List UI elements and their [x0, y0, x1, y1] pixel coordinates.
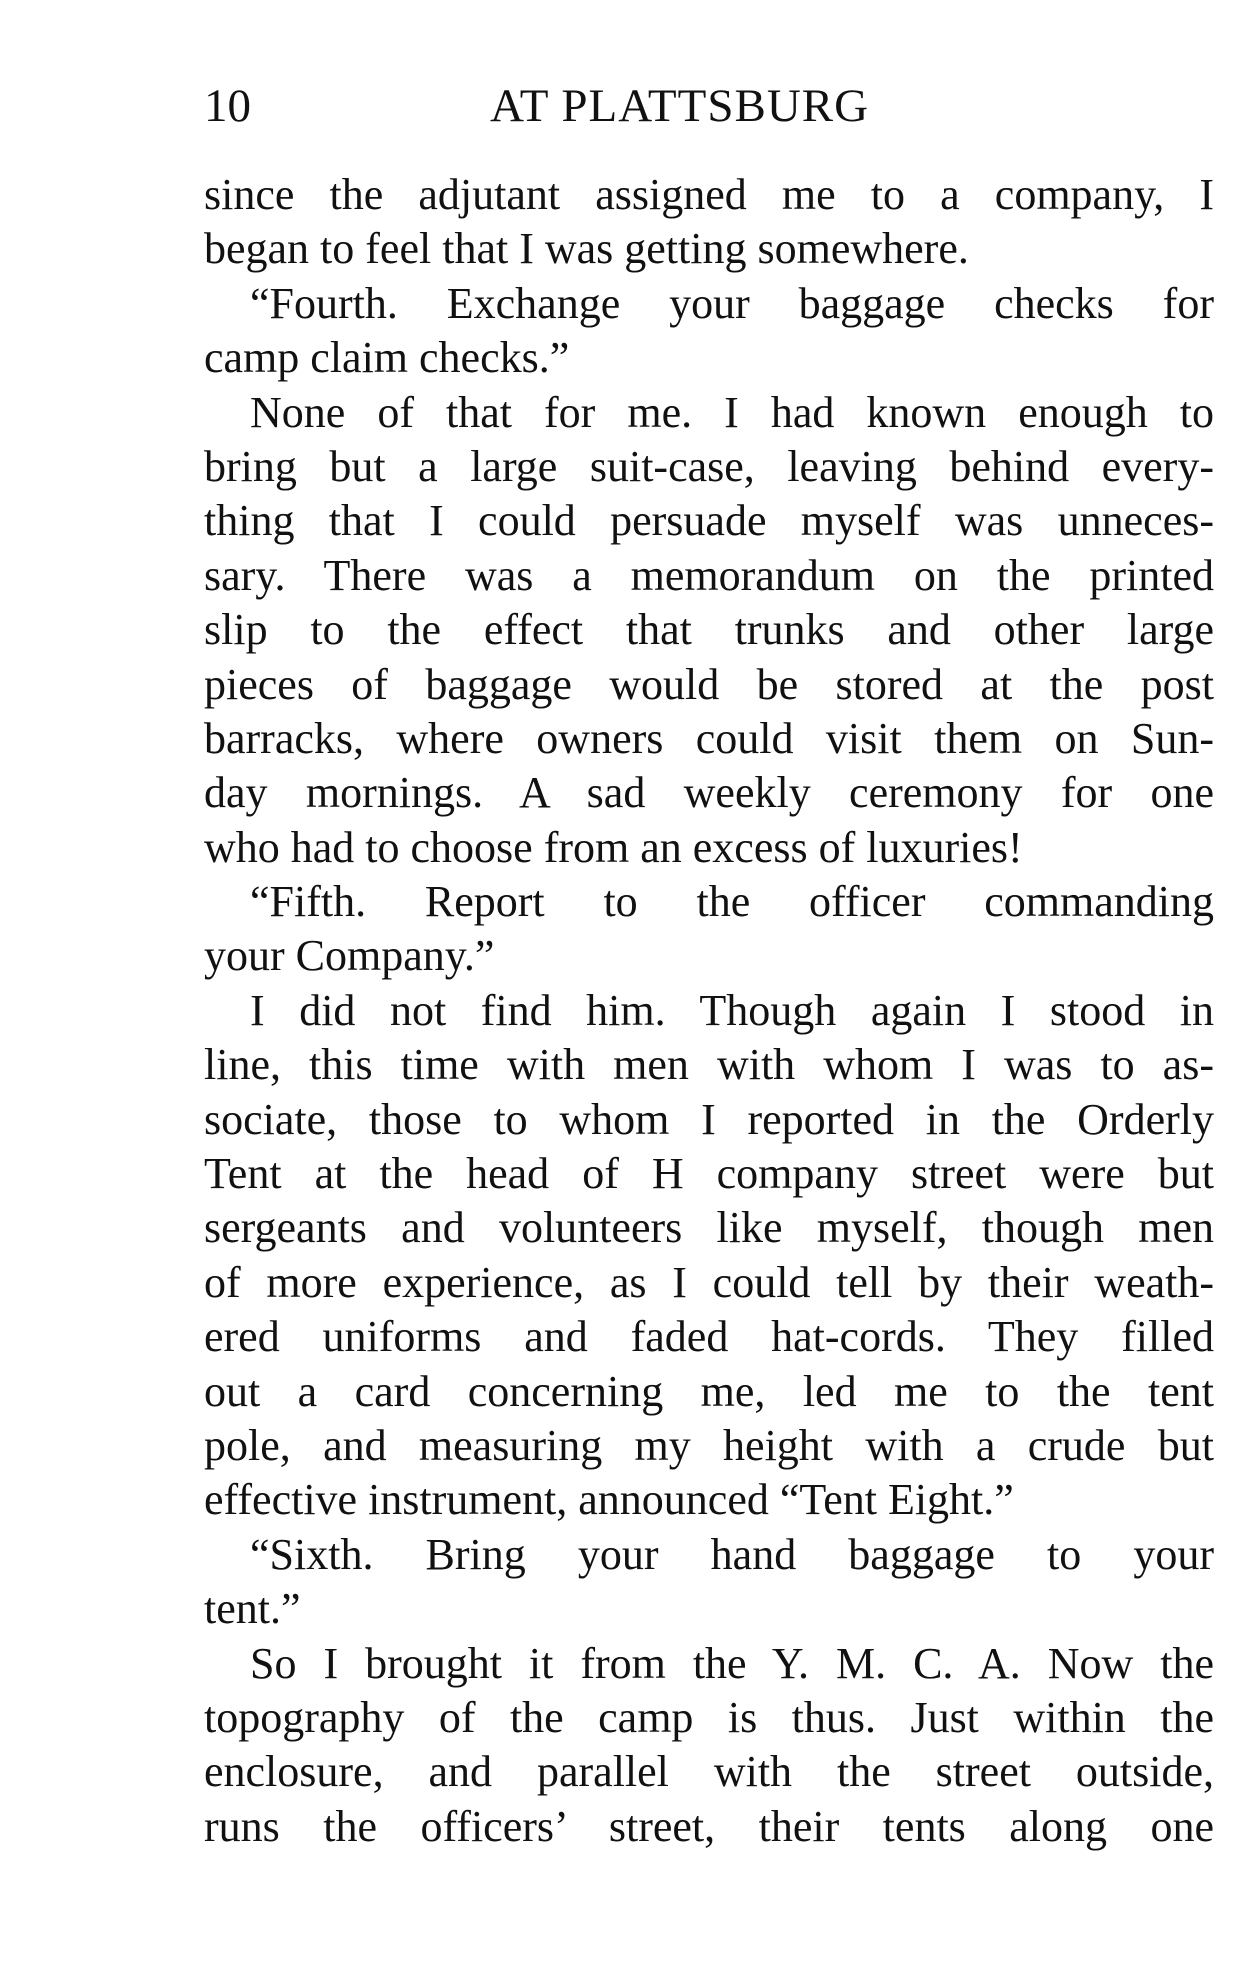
page-number: 10	[204, 80, 251, 132]
text-line: who had to choose from an excess of luxuries!	[204, 822, 1023, 872]
text-line: bring but a large suit-case, leaving behind every-	[204, 441, 1214, 491]
text-line: So I brought it from the Y. M. C. A. Now the	[250, 1638, 1214, 1688]
text-line: camp claim checks.”	[204, 333, 570, 383]
text-line: sergeants and volunteers like myself, though men	[204, 1203, 1214, 1253]
text-line: topography of the camp is thus. Just within the	[204, 1692, 1214, 1742]
text-line: I did not find him. Though again I stood in	[250, 985, 1214, 1035]
paragraph	[204, 875, 1214, 984]
text-line: pieces of baggage would be stored at the post	[204, 659, 1214, 709]
text-line: slip to the effect that trunks and other large	[204, 605, 1214, 655]
text-line: day mornings. A sad weekly ceremony for one	[204, 768, 1214, 818]
paragraph	[204, 168, 1214, 277]
paragraph	[204, 1528, 1214, 1637]
body-text	[204, 168, 1214, 1854]
paragraph	[204, 277, 1214, 386]
text-line: thing that I could persuade myself was unneces-	[204, 496, 1214, 546]
paragraph	[204, 984, 1214, 1528]
text-line: runs the officers’ street, their tents along one	[204, 1801, 1214, 1851]
text-line: “Fifth. Report to the officer commanding	[250, 877, 1214, 927]
text-line: since the adjutant assigned me to a company, I	[204, 170, 1214, 219]
text-line: barracks, where owners could visit them on Sun-	[204, 713, 1214, 763]
text-line: effective instrument, announced “Tent Eight.”	[204, 1475, 1014, 1525]
text-line: began to feel that I was getting somewhere.	[204, 224, 969, 274]
text-line: line, this time with men with whom I was to as-	[204, 1040, 1214, 1090]
text-line: pole, and measuring my height with a crude but	[204, 1420, 1214, 1470]
paragraph	[204, 1637, 1214, 1855]
text-line: of more experience, as I could tell by their weath-	[204, 1257, 1214, 1307]
text-line: enclosure, and parallel with the street outside,	[204, 1747, 1214, 1797]
text-line: “Sixth. Bring your hand baggage to your	[250, 1529, 1214, 1579]
text-line: out a card concerning me, led me to the tent	[204, 1366, 1214, 1416]
text-line: your Company.”	[204, 931, 495, 981]
text-line: ered uniforms and faded hat-cords. They filled	[204, 1312, 1214, 1362]
running-title: AT PLATTSBURG	[490, 80, 870, 132]
text-line: None of that for me. I had known enough to	[250, 387, 1214, 437]
text-line: sociate, those to whom I reported in the Orderly	[204, 1094, 1214, 1144]
paragraph	[204, 386, 1214, 876]
text-line: sary. There was a memorandum on the printed	[204, 550, 1214, 600]
running-head	[204, 76, 1214, 136]
text-line: “Fourth. Exchange your baggage checks for	[250, 278, 1214, 328]
text-line: Tent at the head of H company street were but	[204, 1149, 1214, 1199]
text-line: tent.”	[204, 1584, 301, 1634]
